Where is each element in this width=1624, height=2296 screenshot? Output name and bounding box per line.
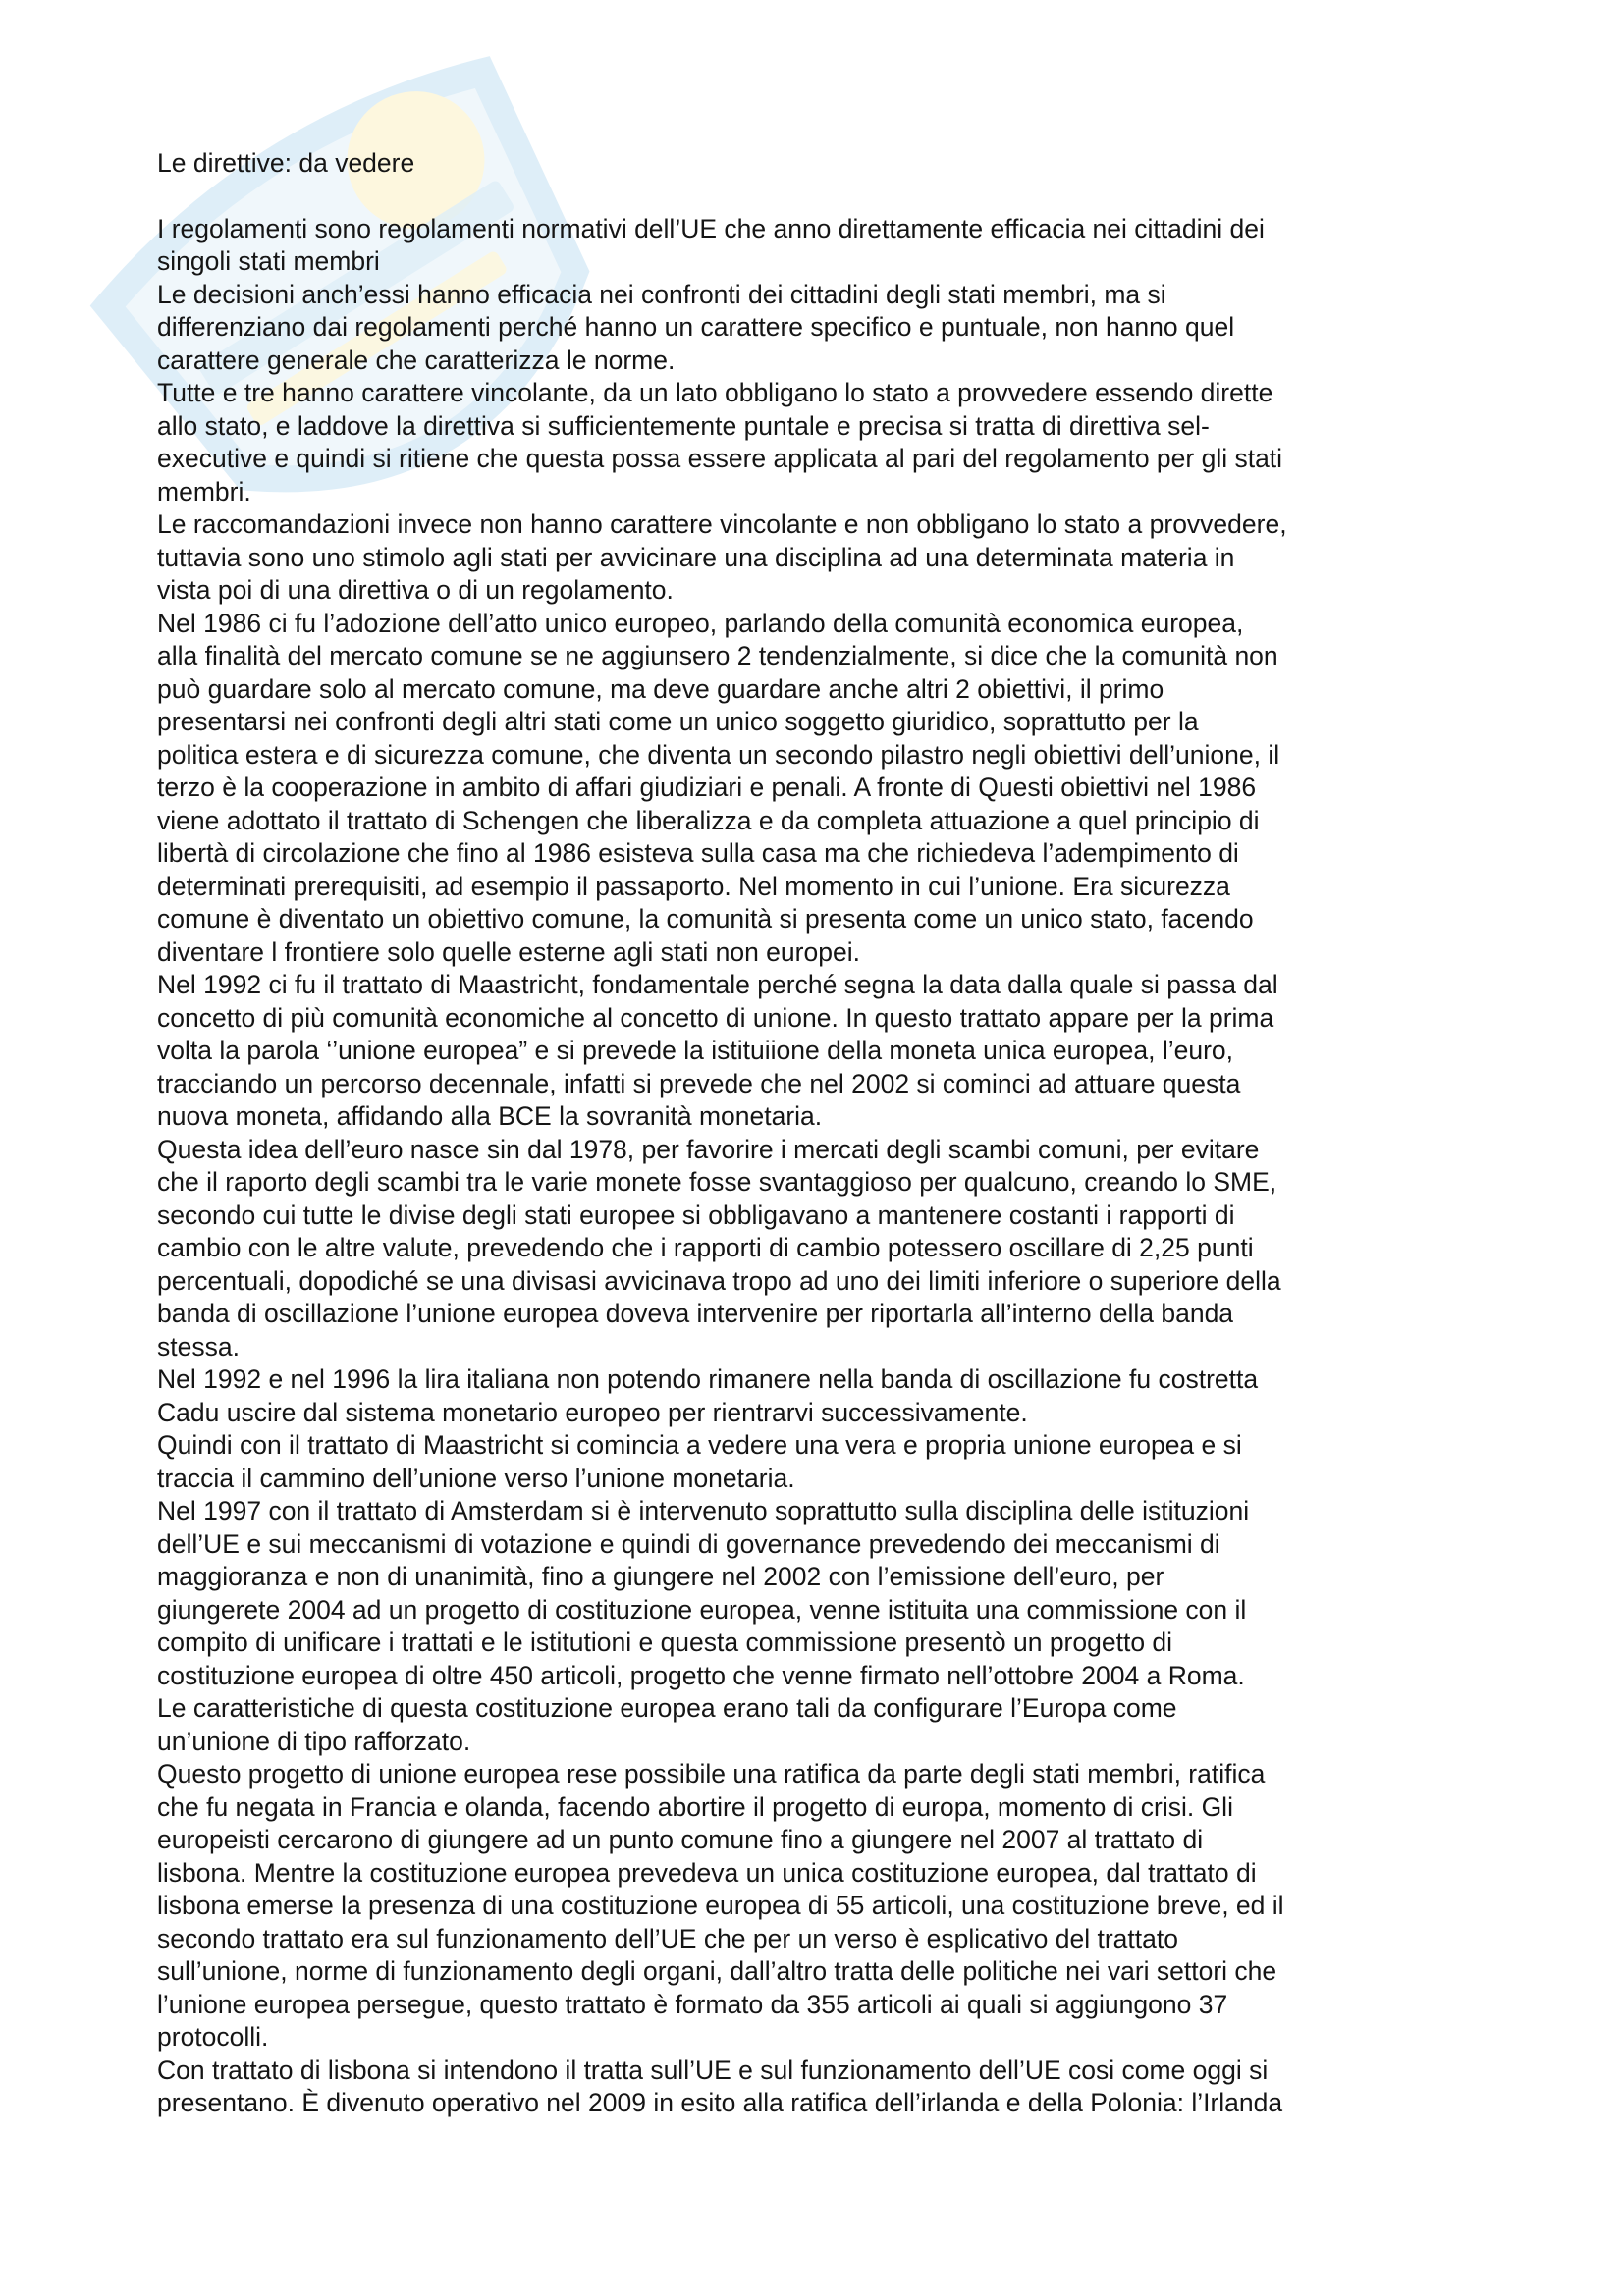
paragraph-vincolante: Tutte e tre hanno carattere vincolante, da un lato obbligano lo stato a provvedere essendo dirette allo stato, e laddove la direttiva si sufficientemente puntale e precisa si tratta di direttiva sel- executive e quindi si ritiene che questa possa essere applicata al pari del regolamento per gli stati membri. — [157, 378, 1283, 507]
paragraph-caratteristiche: Le caratteristiche di questa costituzione europea erano tali da configurare l’Europa come un’unione di tipo rafforzato. — [157, 1693, 1177, 1756]
paragraph-raccomandazioni: Le raccomandazioni invece non hanno carattere vincolante e non obbligano lo stato a provvedere, tuttavia sono uno stimolo agli stati per avvicinare una disciplina ad una determinata materia in vista poi di una direttiva o di un regolamento. — [157, 509, 1287, 605]
paragraph-unione-monetaria: Quindi con il trattato di Maastricht si comincia a vedere una vera e propria unione europea e si traccia il cammino dell’unione verso l’unione monetaria. — [157, 1430, 1242, 1493]
paragraph-trattato-lisbona: Con trattato di lisbona si intendono il tratta sull’UE e sul funzionamento dell’UE cosi come oggi si presentano. È divenuto operativo nel 2009 in esito alla ratifica dell’irlanda e della Polonia: l’Irlanda — [157, 2055, 1283, 2117]
paragraph-euro: Questa idea dell’euro nasce sin dal 1978, per favorire i mercati degli scambi comuni, per evitare che il raporto degli scambi tra le varie monete fosse svantaggioso per qualcuno, creando lo SME, secondo cui tutte le divise degli stati europee si obbligavano a mantenere costanti i rapporti di cambio con le altre valute, prevedendo che i rapporti di cambio potessero oscillare di 2,25 punti percentuali, dopodiché se una divisasi avvicinava tropo ad uno dei limiti inferiore o superiore della banda di oscillazione l’unione europea doveva intervenire per riportarla all’interno della banda stessa. — [157, 1134, 1281, 1362]
paragraph-amsterdam: Nel 1997 con il trattato di Amsterdam si è intervenuto soprattutto sulla disciplina delle istituzioni dell’UE e sui meccanismi di votazione e quindi di governance prevedendo dei meccanismi di maggioranza e non di unanimità, fino a giungere nel 2002 con l’emissione dell’euro, per giungerete 2004 ad un progetto di costituzione europea, venne istituita una commissione con il compito di unificare i trattati e le istitutioni e questa commissione presentò un progetto di costituzione europea di oltre 450 articoli, progetto che venne firmato nell’ottobre 2004 a Roma. — [157, 1496, 1250, 1690]
document-body — [157, 147, 1473, 2120]
document-title: Le direttive: da vedere — [157, 148, 415, 178]
paragraph-lisbona: Questo progetto di unione europea rese possibile una ratifica da parte degli stati membri, ratifica che fu negata in Francia e olanda, facendo abortire il progetto di europa, momento di crisi. Gli europeisti cercarono di giungere ad un punto comune fino a giungere nel 2007 al trattato di lisbona. Mentre la costituzione europea prevedeva un unica costituzione europea, dal trattato di lisbona emerse la presenza di una costituzione europea di 55 articoli, una costituzione breve, ed il secondo trattato era sul funzionamento dell’UE che per un verso è esplicativo del trattato sull’unione, norme di funzionamento degli organi, dall’altro tratta delle politiche nei vari settori che l’unione europea persegue, questo trattato è formato da 355 articoli ai quali si aggiungono 37 protocolli. — [157, 1759, 1284, 2052]
paragraph-lira: Nel 1992 e nel 1996 la lira italiana non potendo rimanere nella banda di oscillazione fu costretta Cadu uscire dal sistema monetario europeo per rientrarvi successivamente. — [157, 1364, 1259, 1427]
paragraph-maastricht: Nel 1992 ci fu il trattato di Maastricht, fondamentale perché segna la data dalla quale si passa dal concetto di più comunità economiche al concetto di unione. In questo trattato appare per la prima volta la parola ‘’unione europea” e si prevede la istituiione della moneta unica europea, l’euro, tracciando un percorso decennale, infatti si prevede che nel 2002 si cominci ad attuare questa nuova moneta, affidando alla BCE la sovranità monetaria. — [157, 970, 1278, 1131]
paragraph-atto-unico: Nel 1986 ci fu l’adozione dell’atto unico europeo, parlando della comunità economica europea, alla finalità del mercato comune se ne aggiunsero 2 tendenzialmente, si dice che la comunità non può guardare solo al mercato comune, ma deve guardare anche altri 2 obiettivi, il primo presentarsi nei confronti degli altri stati come un unico soggetto giuridico, soprattutto per la politica estera e di sicurezza comune, che diventa un secondo pilastro negli obiettivi dell’unione, il terzo è la cooperazione in ambito di affari giudiziari e penali. A fronte di Questi obiettivi nel 1986 viene adottato il trattato di Schengen che liberalizza e da completa attuazione a quel principio di libertà di circolazione che fino al 1986 esisteva sulla casa ma che richiedeva l’adempimento di determinati prerequisiti, ad esempio il passaporto. Nel momento in cui l’unione. Era sicurezza comune è diventato un obiettivo comune, la comunità si presenta come un unico stato, facendo diventare l frontiere solo quelle esterne agli stati non europei. — [157, 608, 1280, 967]
paragraph-regolamenti: I regolamenti sono regolamenti normativi dell’UE che anno direttamente efficacia nei cittadini dei singoli stati membri — [157, 213, 1265, 276]
paragraph-decisioni: Le decisioni anch’essi hanno efficacia nei confronti dei cittadini degli stati membri, ma si differenziano dai regolamenti perché hanno un carattere specifico e puntuale, non hanno quel carattere generale che caratterizza le norme. — [157, 279, 1235, 375]
